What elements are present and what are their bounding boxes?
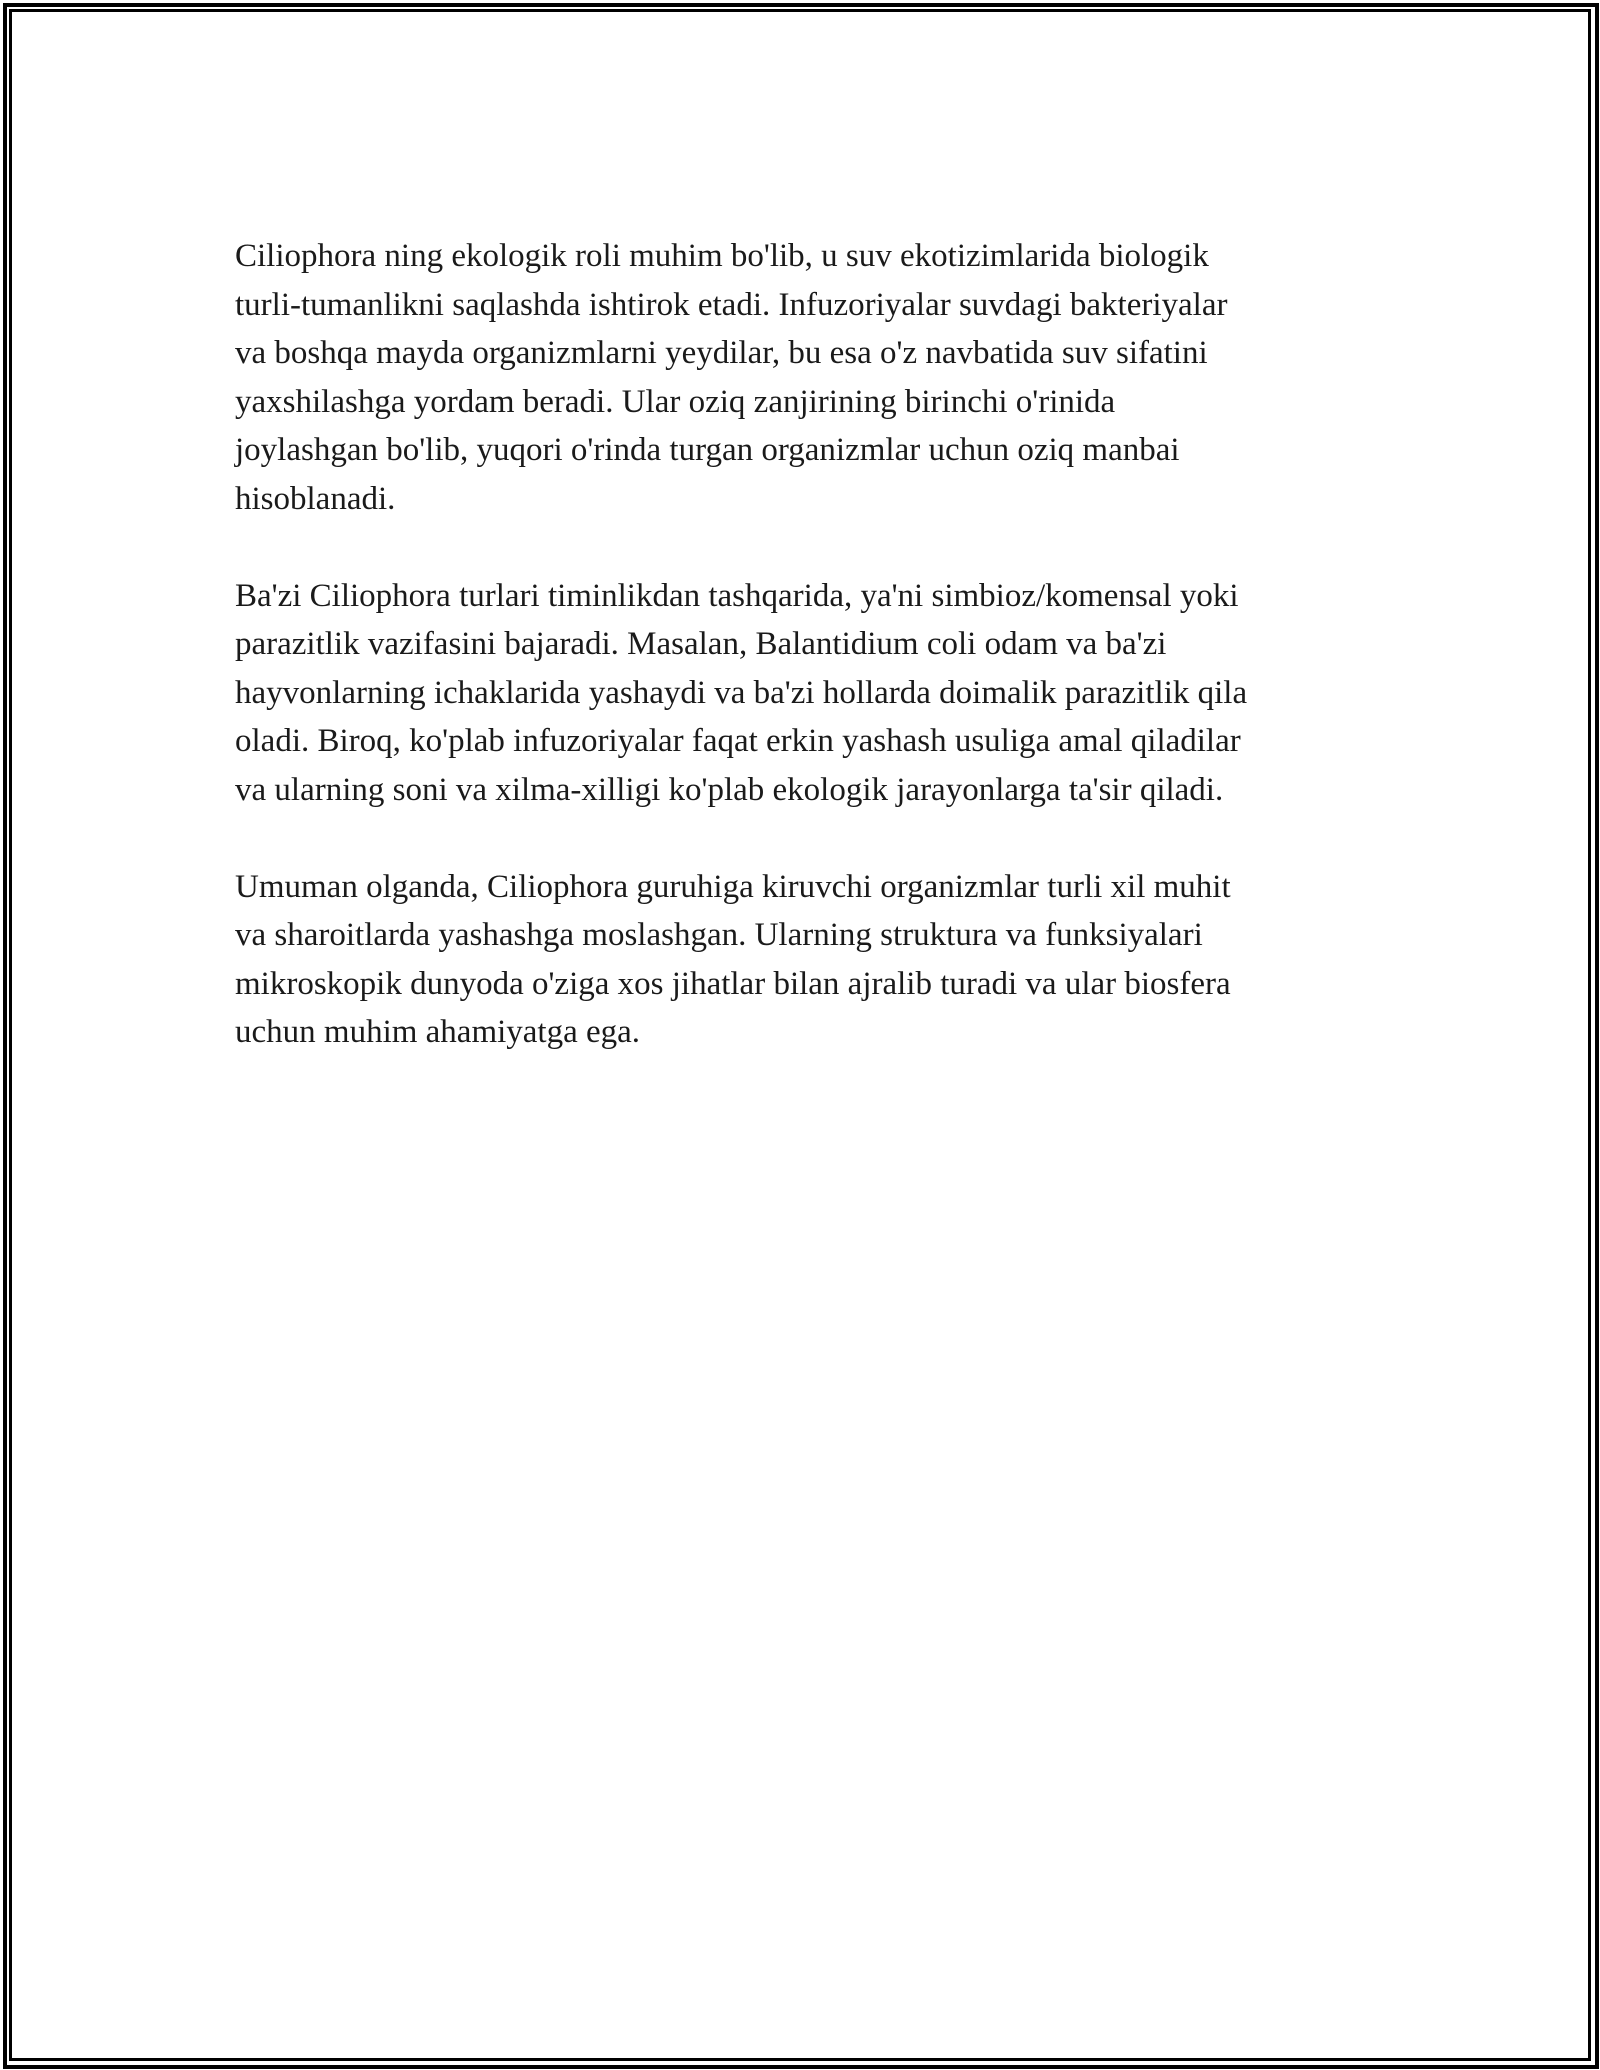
text-line: Ba'zi Ciliophora turlari timinlikdan tashqarida, ya'ni simbioz/komensal yoki xyxy=(235,577,1239,614)
text-line: Ciliophora ning ekologik roli muhim bo'lib, u suv ekotizimlarida biologik xyxy=(235,238,1209,274)
text-line: va boshqa mayda organizmlarni yeydilar, bu esa o'z navbatida suv sifatini xyxy=(235,335,1208,371)
text-line: mikroskopik dunyoda o'ziga xos jihatlar bilan ajralib turadi va ular biosfera xyxy=(235,965,1231,1002)
text-line: hayvonlarning ichaklarida yashaydi va ba'zi hollarda doimalik parazitlik qila xyxy=(235,674,1248,711)
text-line: Umuman olganda, Ciliophora guruhiga kiruvchi organizmlar turli xil muhit xyxy=(235,868,1231,905)
text-line: oladi. Biroq, ko'plab infuzoriyalar faqat erkin yashash usuliga amal qiladilar xyxy=(235,723,1241,759)
text-line: turli-tumanlikni saqlashda ishtirok etadi. Infuzoriyalar suvdagi bakteriyalar xyxy=(235,286,1228,323)
document-body xyxy=(235,232,1375,1105)
text-line: yaxshilashga yordam beradi. Ular oziq zanjirining birinchi o'rinida xyxy=(235,383,1116,420)
paragraph-symbiosis-parasitism xyxy=(235,572,1375,815)
text-line: joylashgan bo'lib, yuqori o'rinda turgan organizmlar uchun oziq manbai xyxy=(235,432,1180,468)
text-line: hisoblanadi. xyxy=(235,480,396,517)
text-line: uchun muhim ahamiyatga ega. xyxy=(235,1014,641,1050)
text-line: va ularning soni va xilma-xilligi ko'plab ekologik jarayonlarga ta'sir qiladi. xyxy=(235,771,1224,808)
paragraph-conclusion xyxy=(235,863,1375,1057)
text-line: va sharoitlarda yashashga moslashgan. Ularning struktura va funksiyalari xyxy=(235,917,1203,953)
text-line: parazitlik vazifasini bajaradi. Masalan, Balantidium coli odam va ba'zi xyxy=(235,626,1167,662)
paragraph-ecological-role xyxy=(235,232,1375,523)
